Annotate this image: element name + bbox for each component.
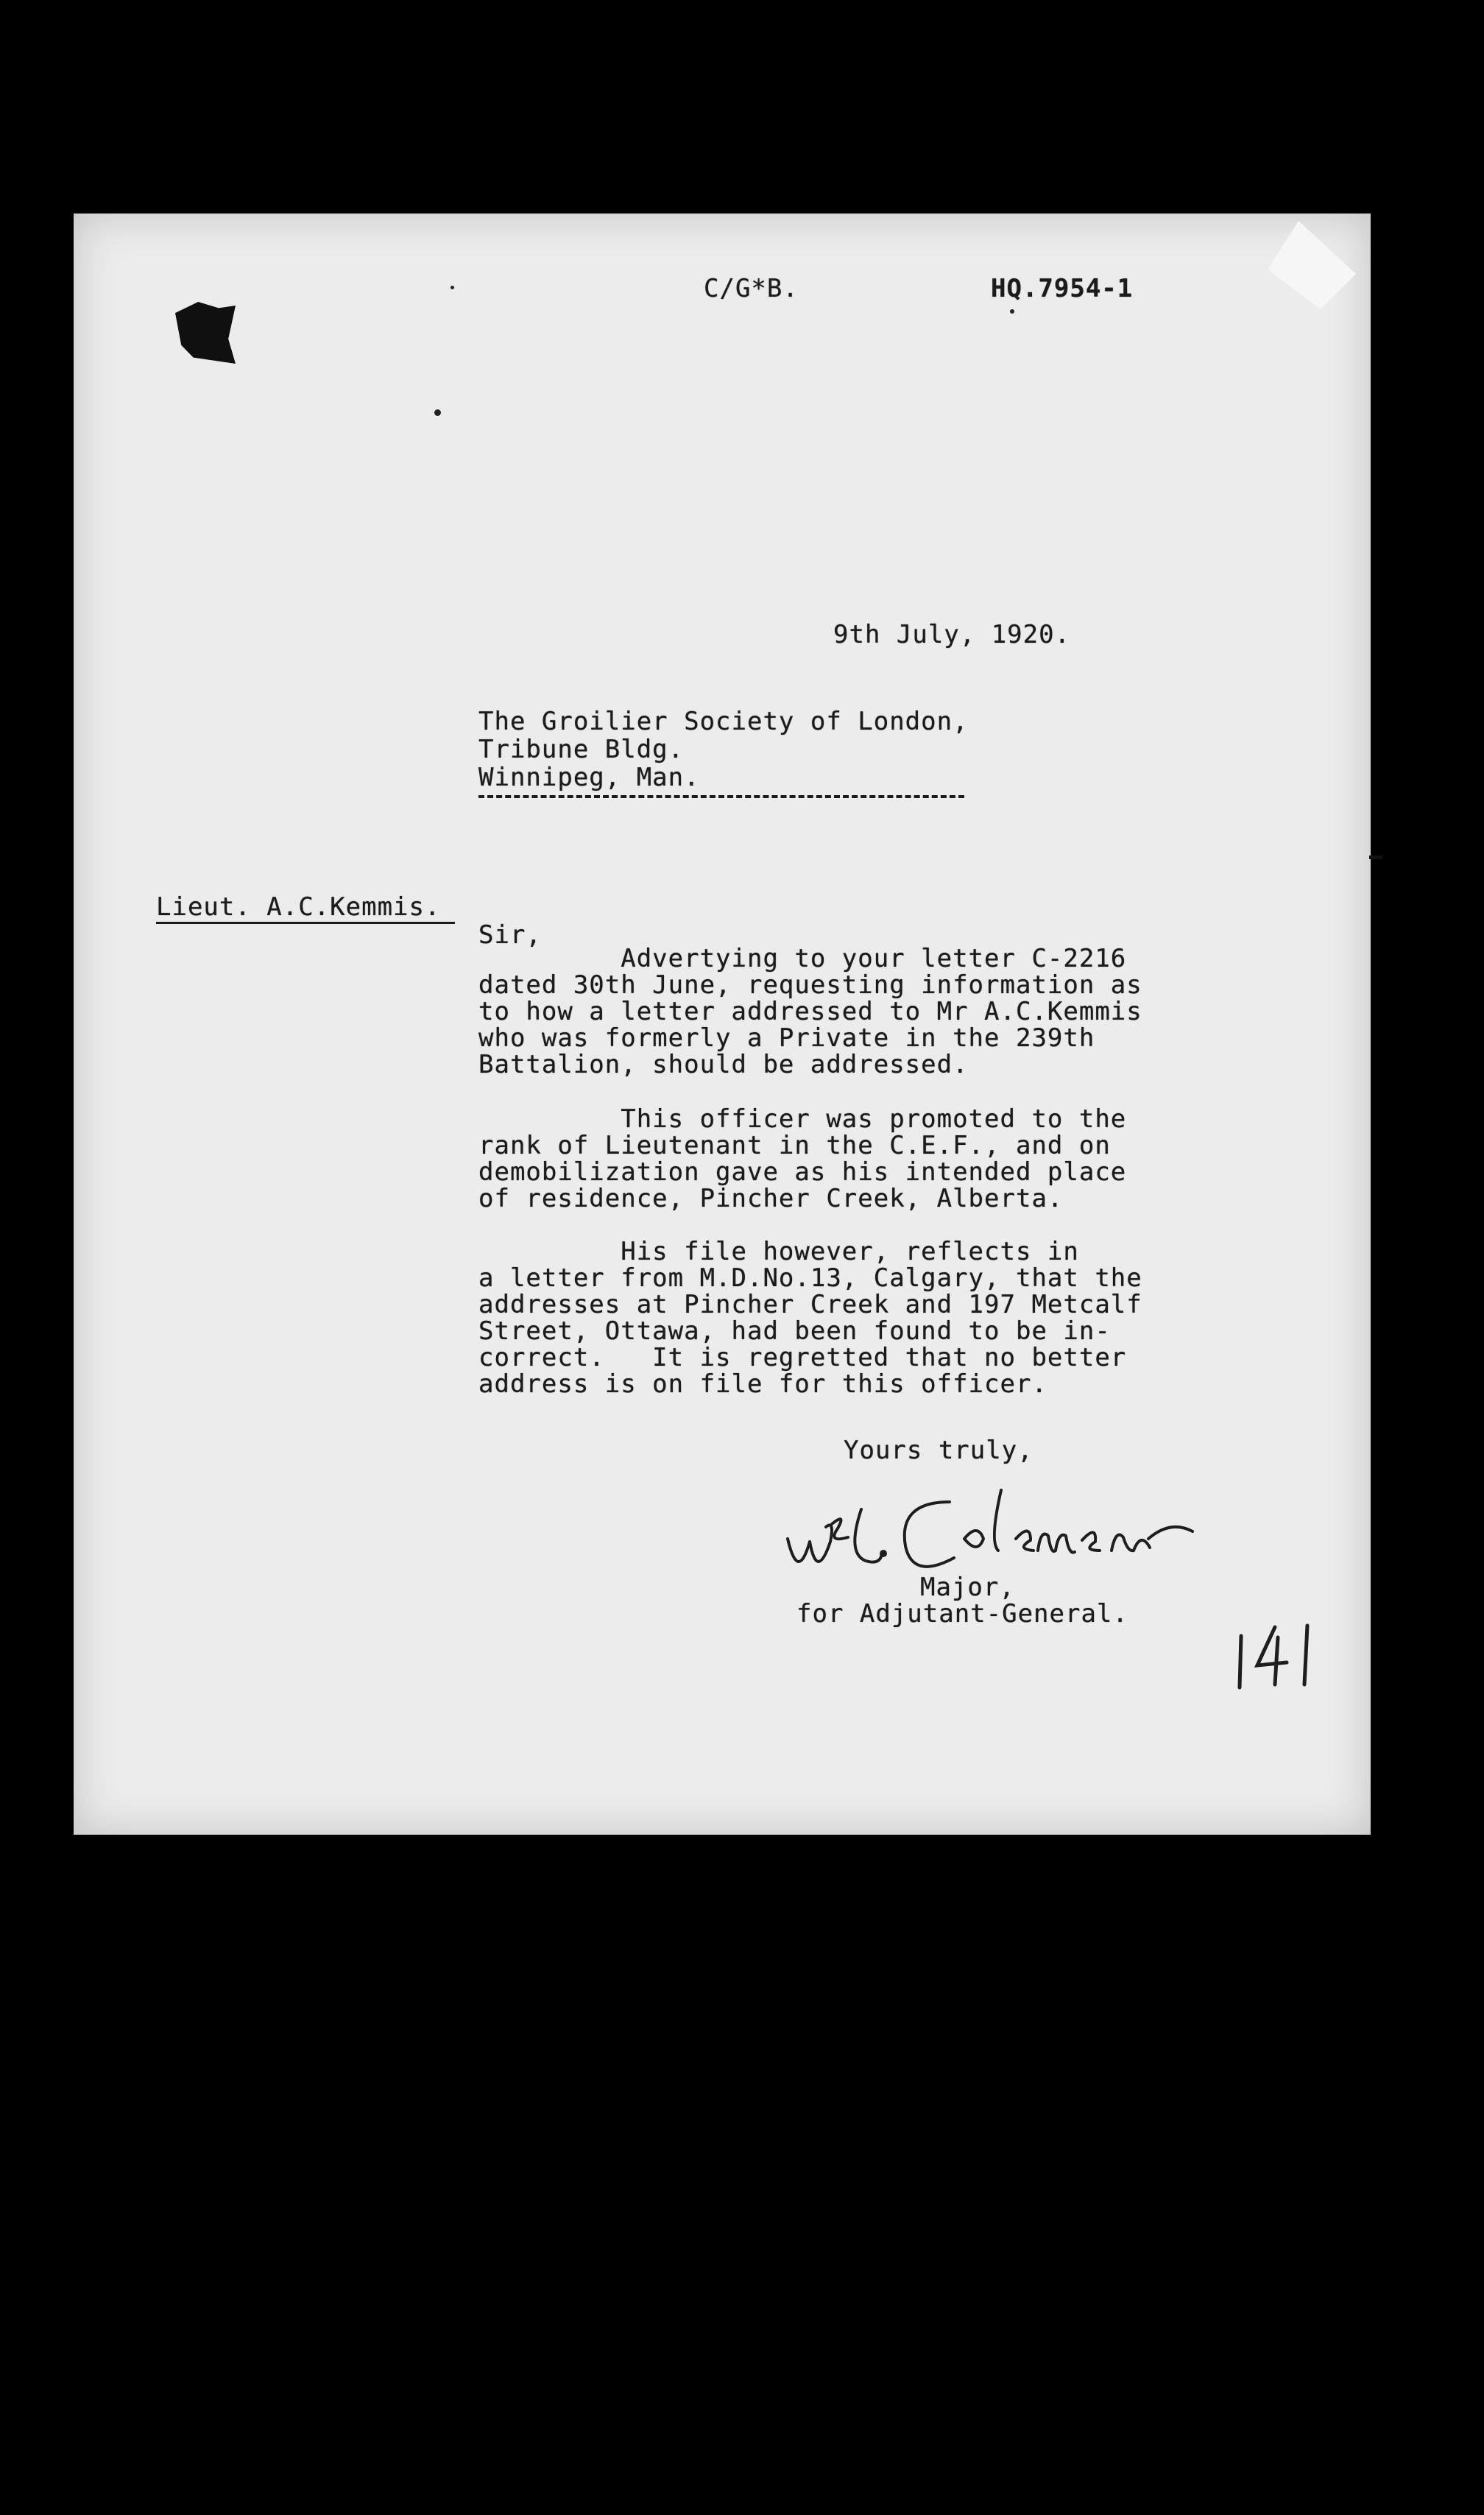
- body-line: addresses at Pincher Creek and 197 Metcalf: [478, 1290, 1142, 1319]
- file-ref-left: C/G*B.: [704, 274, 799, 303]
- body-line: His file however, reflects in: [478, 1237, 1079, 1266]
- body-line: Battalion, should be addressed.: [478, 1050, 969, 1079]
- body-line: rank of Lieutenant in the C.E.F., and on: [478, 1131, 1111, 1160]
- margin-note-underline: [156, 922, 455, 924]
- addressee-dashed-rule: [478, 795, 964, 798]
- body-line: Advertying to your letter C-2216: [478, 944, 1127, 973]
- margin-note: Lieut. A.C.Kemmis.: [156, 892, 441, 922]
- body-line: dated 30th June, requesting information as: [478, 970, 1142, 1000]
- body-line: Street, Ottawa, had been found to be in-: [478, 1316, 1111, 1346]
- ink-speck: [451, 286, 454, 289]
- closing: Yours truly,: [844, 1436, 1034, 1465]
- signature-for: for Adjutant-General.: [796, 1599, 1128, 1629]
- salutation: Sir,: [478, 920, 542, 950]
- signature-title: Major,: [920, 1573, 1015, 1602]
- body-line: address is on file for this officer.: [478, 1369, 1047, 1399]
- handwritten-folio-number: [1229, 1620, 1325, 1701]
- letter-date: 9th July, 1920.: [833, 620, 1071, 649]
- ink-speck: [1010, 309, 1014, 314]
- addressee-line: The Groilier Society of London,: [478, 707, 969, 736]
- ink-speck: [434, 409, 441, 416]
- body-line: to how a letter addressed to Mr A.C.Kemmis: [478, 997, 1142, 1026]
- file-ref-right: HQ.7954-1: [991, 274, 1134, 303]
- body-line: correct. It is regretted that no better: [478, 1343, 1127, 1372]
- body-line: who was formerly a Private in the 239th: [478, 1023, 1095, 1053]
- addressee-line: Winnipeg, Man.: [478, 763, 700, 792]
- body-line: of residence, Pincher Creek, Alberta.: [478, 1184, 1064, 1213]
- edge-mark: [1369, 856, 1382, 859]
- addressee-line: Tribune Bldg.: [478, 735, 685, 764]
- body-line: This officer was promoted to the: [478, 1104, 1127, 1134]
- body-line: a letter from M.D.No.13, Calgary, that the: [478, 1263, 1142, 1293]
- body-line: demobilization gave as his intended place: [478, 1157, 1127, 1187]
